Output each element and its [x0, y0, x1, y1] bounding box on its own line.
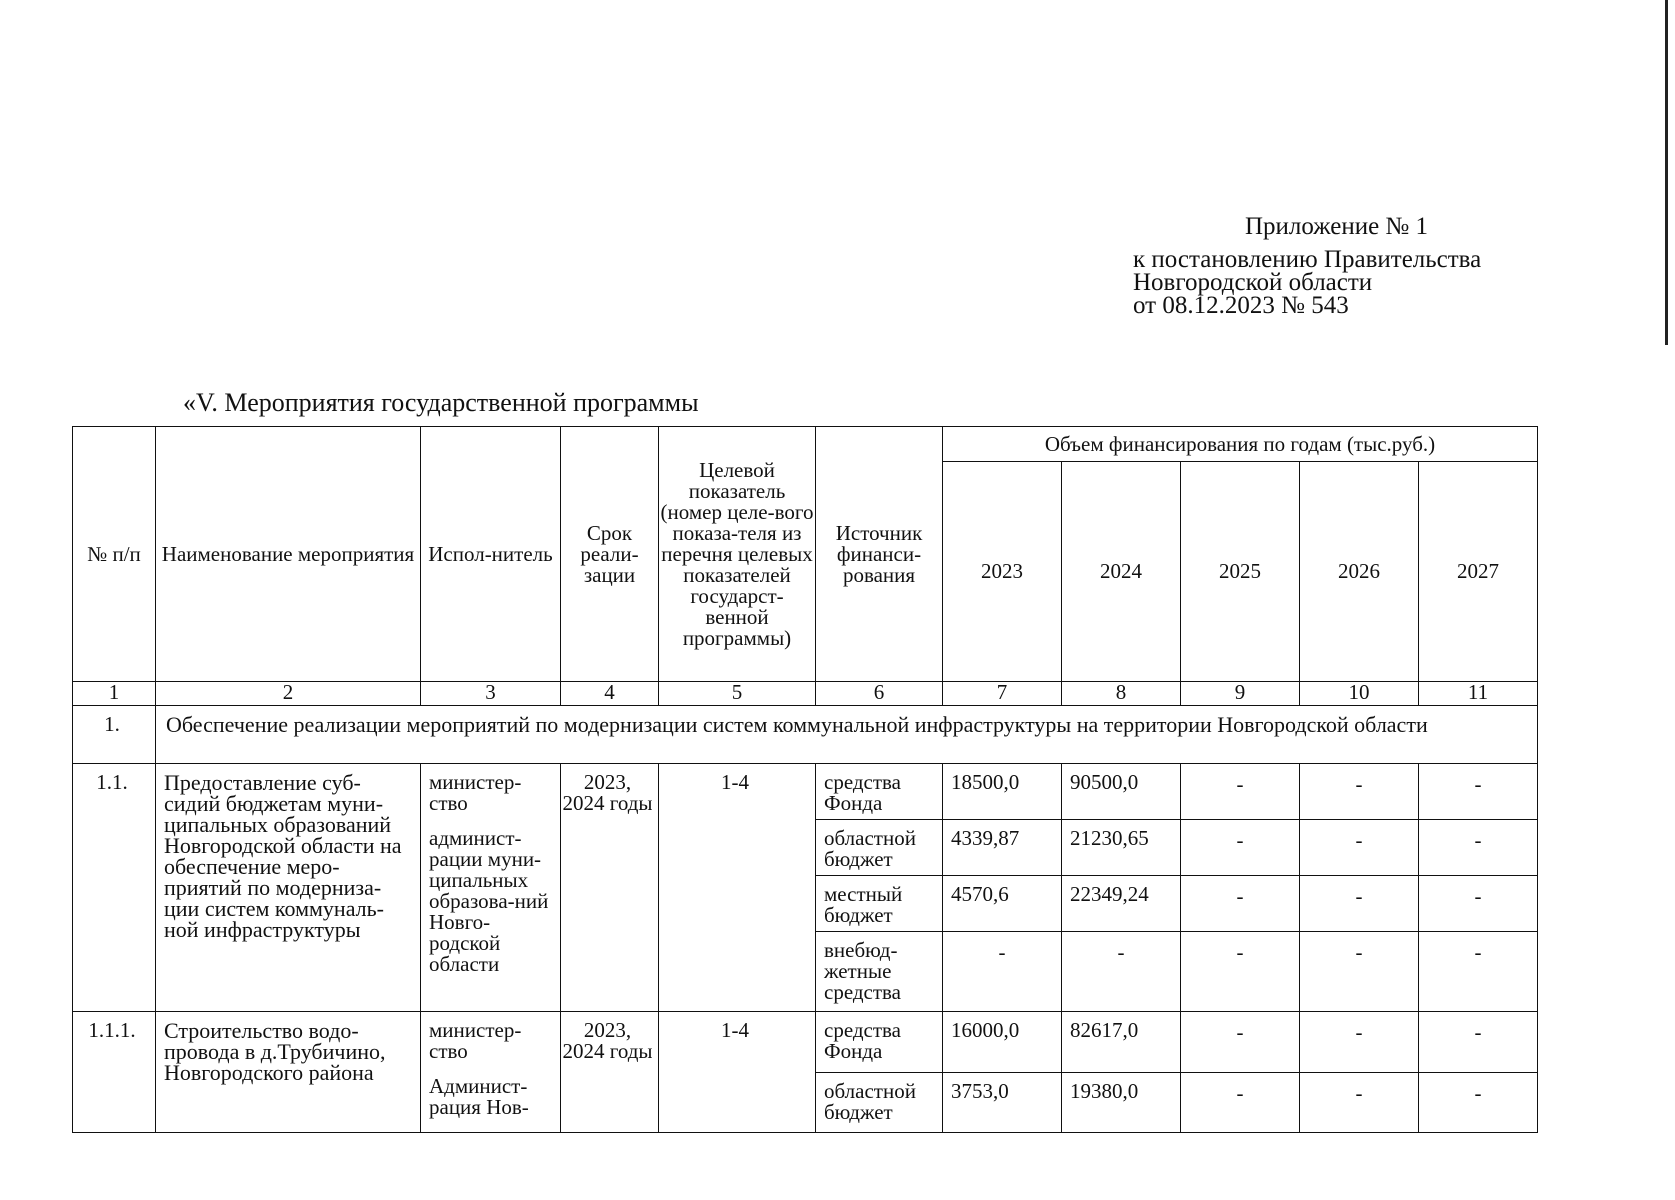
col-number: 8: [1062, 682, 1181, 706]
value-2024: -: [1062, 932, 1181, 1012]
section-title: «V. Мероприятия государственной программы: [183, 388, 699, 417]
source-cell: средства Фонда: [816, 1012, 943, 1073]
appendix-line-2: к постановлению Правительства: [1133, 246, 1482, 273]
value-2026: -: [1300, 820, 1419, 876]
value-2025: -: [1181, 820, 1300, 876]
col-number: 7: [943, 682, 1062, 706]
value-2026: -: [1300, 764, 1419, 820]
value-2023: 18500,0: [943, 764, 1062, 820]
value-2024: 21230,65: [1062, 820, 1181, 876]
header-target: Целевой показатель (номер целе-вого показа-теля из перечня целевых показателей государст-венной программы): [659, 427, 816, 682]
executor-cell: [421, 1012, 561, 1133]
value-2025: -: [1181, 1012, 1300, 1073]
value-2026: -: [1300, 932, 1419, 1012]
activity-name: Предоставление суб-сидий бюджетам муни-ципальных образований Новгородской области на обеспечение меро-приятий по модерниза-ции систем коммуналь-ной инфраструктуры: [156, 764, 421, 1012]
source-cell: областной бюджет: [816, 820, 943, 876]
row-number: 1.1.1.: [73, 1012, 156, 1133]
target-cell: 1-4: [659, 1012, 816, 1133]
value-2023: 4339,87: [943, 820, 1062, 876]
value-2027: -: [1419, 1012, 1538, 1073]
value-2026: -: [1300, 1072, 1419, 1133]
value-2027: -: [1419, 764, 1538, 820]
col-number: 3: [421, 682, 561, 706]
appendix-block: [1133, 214, 1481, 317]
value-2027: -: [1419, 820, 1538, 876]
value-2026: -: [1300, 876, 1419, 932]
value-2027: -: [1419, 1072, 1538, 1133]
executor-cell: [421, 764, 561, 1012]
col-number: 1: [73, 682, 156, 706]
col-number: 5: [659, 682, 816, 706]
header-term: Срок реали-зации: [561, 427, 659, 682]
header-year-2023: 2023: [943, 462, 1062, 682]
page-edge-line: [1665, 0, 1668, 345]
header-executor: Испол-нитель: [421, 427, 561, 682]
section-number: 1.: [73, 706, 156, 764]
col-number: 10: [1300, 682, 1419, 706]
value-2023: 4570,6: [943, 876, 1062, 932]
value-2023: -: [943, 932, 1062, 1012]
header-year-2024: 2024: [1062, 462, 1181, 682]
appendix-number: Приложение № 1: [1245, 213, 1429, 240]
col-number: 9: [1181, 682, 1300, 706]
term-cell: 2023, 2024 годы: [561, 764, 659, 1012]
value-2024: 22349,24: [1062, 876, 1181, 932]
col-number: 6: [816, 682, 943, 706]
section-title-cell: Обеспечение реализации мероприятий по модернизации систем коммунальной инфраструктуры на территории Новгородской области: [156, 706, 1538, 764]
executor-2: Админист-рация Нов-: [429, 1074, 529, 1119]
header-year-2025: 2025: [1181, 462, 1300, 682]
value-2025: -: [1181, 1072, 1300, 1133]
appendix-line-4: от 08.12.2023 № 543: [1133, 292, 1349, 319]
value-2023: 16000,0: [943, 1012, 1062, 1073]
value-2027: -: [1419, 932, 1538, 1012]
header-name: Наименование мероприятия: [156, 427, 421, 682]
term-cell: 2023, 2024 годы: [561, 1012, 659, 1133]
header-source: Источник финанси-рования: [816, 427, 943, 682]
source-cell: областной бюджет: [816, 1072, 943, 1133]
value-2025: -: [1181, 932, 1300, 1012]
table-row: [73, 1012, 1538, 1073]
col-number: 4: [561, 682, 659, 706]
executor-2: админист-рации муни-ципальных образова-ний Новго-родской области: [429, 826, 549, 976]
row-number: 1.1.: [73, 764, 156, 1012]
value-2024: 19380,0: [1062, 1072, 1181, 1133]
appendix-line-3: Новгородской области: [1133, 269, 1373, 296]
value-2025: -: [1181, 764, 1300, 820]
table-row: [73, 764, 1538, 820]
program-table: [72, 426, 1538, 1133]
col-number: 2: [156, 682, 421, 706]
value-2025: -: [1181, 876, 1300, 932]
value-2024: 90500,0: [1062, 764, 1181, 820]
executor-1: министер-ство: [429, 1018, 522, 1063]
value-2024: 82617,0: [1062, 1012, 1181, 1073]
value-2026: -: [1300, 1012, 1419, 1073]
header-year-2026: 2026: [1300, 462, 1419, 682]
header-funding: Объем финансирования по годам (тыс.руб.): [943, 427, 1538, 462]
activity-name: Строительство водо-провода в д.Трубичино, Новгородского района: [156, 1012, 421, 1133]
value-2027: -: [1419, 876, 1538, 932]
header-year-2027: 2027: [1419, 462, 1538, 682]
executor-1: министер-ство: [429, 770, 522, 815]
col-number: 11: [1419, 682, 1538, 706]
target-cell: 1-4: [659, 764, 816, 1012]
header-num: № п/п: [73, 427, 156, 682]
source-cell: средства Фонда: [816, 764, 943, 820]
source-cell: местный бюджет: [816, 876, 943, 932]
value-2023: 3753,0: [943, 1072, 1062, 1133]
source-cell: внебюд-жетные средства: [816, 932, 943, 1012]
